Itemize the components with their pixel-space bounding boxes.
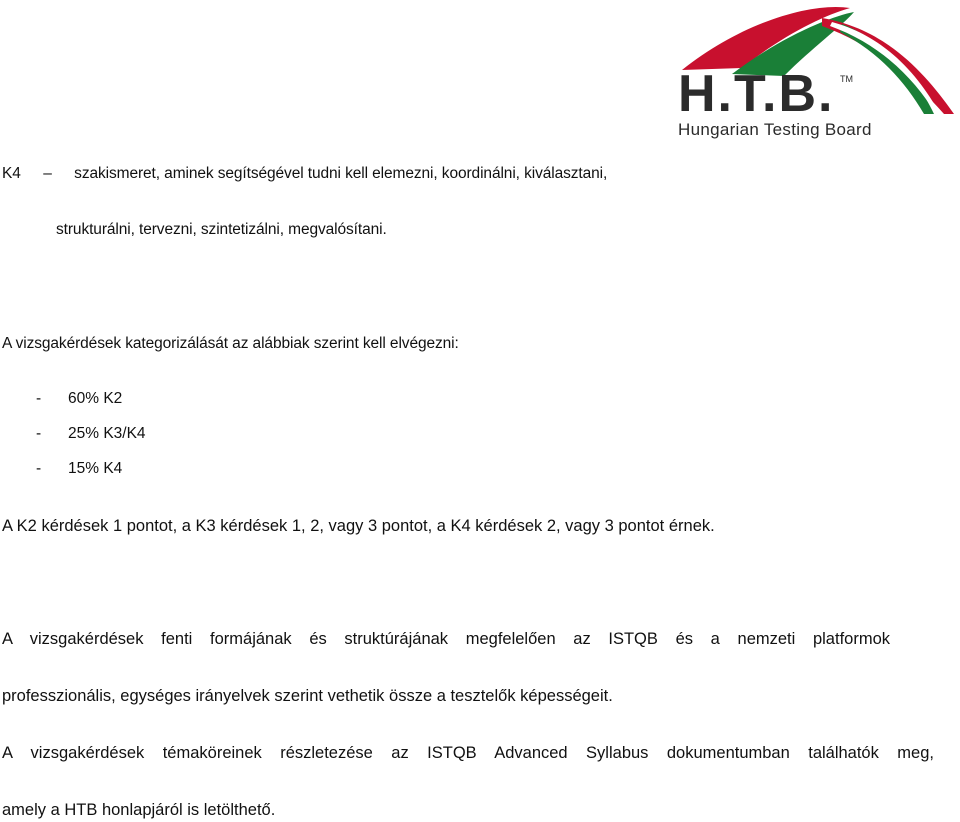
htb-logo bbox=[672, 2, 958, 142]
list-dash: - bbox=[36, 425, 42, 442]
list-item bbox=[0, 390, 300, 410]
logo-trademark: TM bbox=[840, 74, 853, 84]
k4-code: K4 bbox=[2, 165, 21, 182]
logo-main-text: H.T.B. bbox=[678, 65, 835, 123]
k4-definition-text: szakismeret, aminek segítségével tudni kell elemezni, koordinálni, kiválasztani, bbox=[74, 165, 608, 182]
list-item-text: 25% K3/K4 bbox=[68, 425, 146, 442]
list-item-text: 15% K4 bbox=[68, 460, 123, 477]
list-item-text: 60% K2 bbox=[68, 390, 123, 407]
logo-subtitle: Hungarian Testing Board bbox=[678, 120, 872, 139]
istqb-paragraph2-line2: amely a HTB honlapjáról is letölthető. bbox=[2, 801, 276, 819]
list-dash: - bbox=[36, 460, 42, 477]
points-paragraph: A K2 kérdések 1 pontot, a K3 kérdések 1, 2, vagy 3 pontot, a K4 kérdések 2, vagy 3 pontot érnek. bbox=[2, 517, 715, 535]
k4-definition-line1 bbox=[2, 164, 607, 184]
categorization-intro: A vizsgakérdések kategorizálását az alábbiak szerint kell elvégezni: bbox=[2, 335, 459, 352]
k4-definition-line2: strukturálni, tervezni, szintetizálni, megvalósítani. bbox=[56, 221, 387, 238]
list-item bbox=[0, 425, 300, 445]
istqb-paragraph1-line2: professzionális, egységes irányelvek szerint vethetik össze a tesztelők képességeit. bbox=[2, 687, 613, 705]
k4-dash: – bbox=[43, 165, 52, 182]
istqb-paragraph2-line1: A vizsgakérdések témaköreinek részletezése az ISTQB Advanced Syllabus dokumentumban találhatók meg, bbox=[2, 744, 934, 762]
istqb-paragraph1-line1: A vizsgakérdések fenti formájának és struktúrájának megfelelően az ISTQB és a nemzeti platformok bbox=[2, 630, 890, 648]
list-item bbox=[0, 460, 300, 480]
list-dash: - bbox=[36, 390, 42, 407]
